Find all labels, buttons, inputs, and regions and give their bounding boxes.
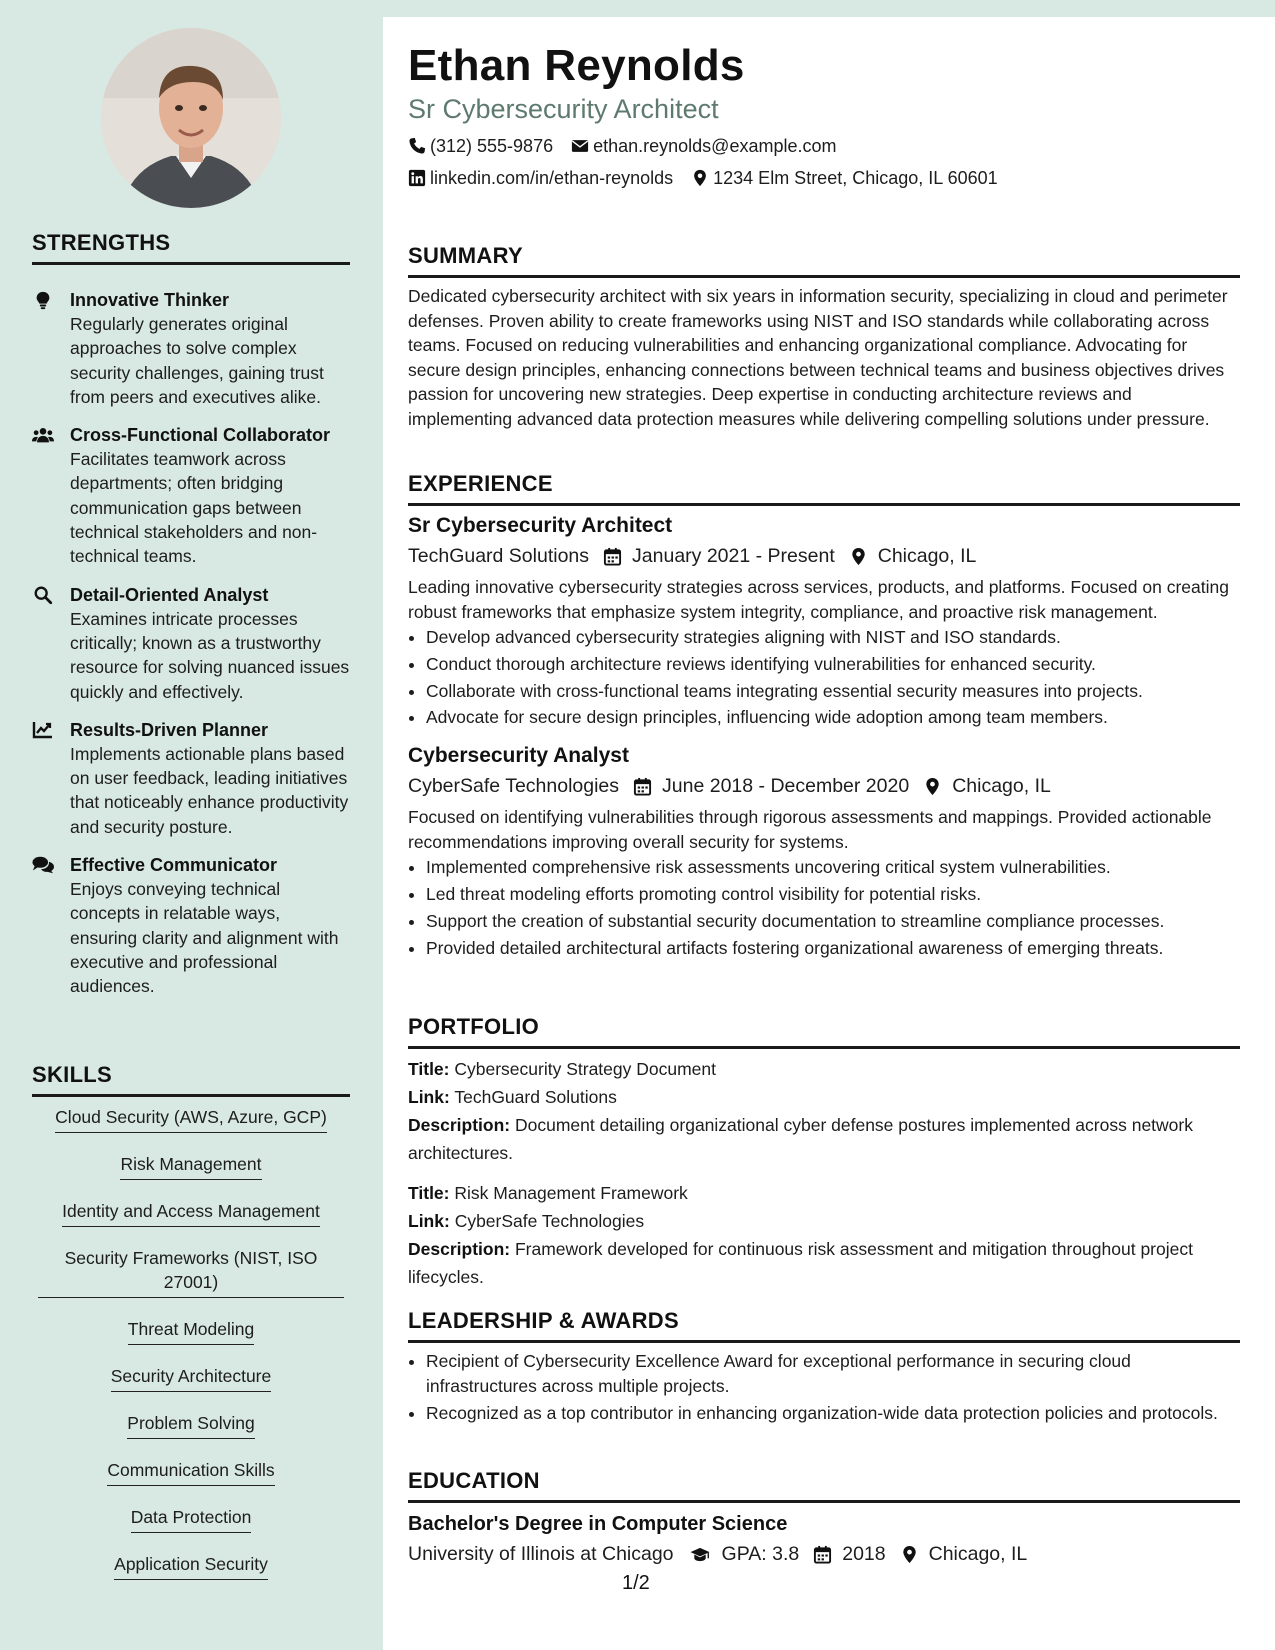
portfolio-description-label: Description: [408, 1239, 511, 1259]
job-meta [408, 541, 1240, 571]
job-dates-text: January 2021 - Present [632, 545, 835, 567]
gpa-text: GPA: 3.8 [721, 1543, 800, 1565]
education-location [900, 1539, 1028, 1569]
summary-text: Dedicated cybersecurity architect with six years in information security, specializing in cloud and perimeter defenses. Proven ability to create frameworks using NIST and ISO standards while collaborating across teams. Focused on reducing vulnerabilities and enhancing organizational compliance. Advocating for secure design principles, enhancing connections between technical teams and business objectives drives passion for uncovering new strategies. Deep expertise in conducting architecture reviews and implementing advanced data protection measures while delivering compelling solutions under pressure. [408, 286, 1228, 429]
education-location-text: Chicago, IL [928, 1543, 1028, 1565]
address-text: 1234 Elm Street, Chicago, IL 60601 [713, 168, 998, 188]
portfolio-title-line [408, 1179, 1240, 1207]
graduation-cap-icon [688, 1545, 712, 1564]
school: University of Illinois at Chicago [408, 1543, 674, 1565]
job-entry [408, 741, 1240, 961]
portfolio-description-line [408, 1235, 1240, 1291]
skill-item: Data Protection [131, 1505, 252, 1533]
profile-photo [101, 28, 281, 208]
education-meta [408, 1539, 1240, 1569]
skills-heading: SKILLS [32, 1062, 350, 1097]
job-bullet: • Develop advanced cybersecurity strategies aligning with NIST and ISO standards. [426, 624, 1240, 651]
strength-item [32, 288, 352, 409]
portfolio-item [408, 1055, 1240, 1167]
calendar-icon [633, 777, 652, 796]
contact-row [408, 162, 1240, 194]
portfolio-description-label: Description: [408, 1115, 511, 1135]
email-contact[interactable] [571, 130, 836, 162]
leadership-section [408, 1308, 1240, 1426]
portfolio-link[interactable]: TechGuard Solutions [454, 1087, 617, 1107]
phone-text: (312) 555-9876 [430, 136, 554, 156]
portfolio-link-label: Link: [408, 1087, 450, 1107]
skill-item: Cloud Security (AWS, Azure, GCP) [55, 1105, 327, 1133]
linkedin-text: linkedin.com/in/ethan-reynolds [430, 168, 674, 188]
candidate-role: Sr Cybersecurity Architect [408, 94, 719, 124]
candidate-name: Ethan Reynolds [408, 41, 745, 90]
map-pin-icon [691, 169, 709, 187]
strength-title: Effective Communicator [70, 855, 278, 876]
portfolio-link-label: Link: [408, 1211, 450, 1231]
strength-desc: Enjoys conveying technical concepts in relatable ways, ensuring clarity and alignment with executive and professional audiences. [70, 879, 339, 997]
portfolio-link-line [408, 1207, 1240, 1235]
portfolio-title-label: Title: [408, 1059, 450, 1079]
search-icon [32, 585, 54, 605]
portfolio-description-line [408, 1111, 1240, 1167]
strength-item [32, 853, 352, 998]
skill-item: Threat Modeling [128, 1317, 254, 1345]
sidebar [0, 0, 383, 1650]
gpa [688, 1539, 800, 1569]
portfolio-title-line [408, 1055, 1240, 1083]
job-description: Focused on identifying vulnerabilities through rigorous assessments and mappings. Provided actionable recommendations improving overall security for systems. [408, 807, 1212, 852]
strength-title: Cross-Functional Collaborator [70, 425, 331, 446]
skill-item: Problem Solving [127, 1411, 254, 1439]
calendar-icon [813, 1545, 832, 1564]
portfolio-item [408, 1179, 1240, 1291]
chart-line-icon [32, 720, 54, 740]
experience-section [408, 471, 1240, 961]
map-pin-icon [849, 547, 868, 566]
experience-heading: EXPERIENCE [408, 471, 1240, 506]
portfolio-description: Framework developed for continuous risk assessment and mitigation throughout project lifecycles. [408, 1239, 1193, 1287]
strength-desc: Facilitates teamwork across departments; often bridging communication gaps between technical stakeholders and non-technical teams. [70, 449, 318, 567]
header [408, 40, 1240, 194]
email-text: ethan.reynolds@example.com [593, 136, 837, 156]
education-section [408, 1468, 1240, 1573]
envelope-icon [571, 137, 589, 155]
skill-item: Risk Management [120, 1152, 261, 1180]
job-bullet: • Collaborate with cross-functional teams integrating essential security measures into projects. [426, 678, 1240, 705]
education-year [813, 1539, 885, 1569]
summary-heading: SUMMARY [408, 243, 1240, 278]
job-bullet: • Provided detailed architectural artifacts fostering organizational awareness of emerging threats. [426, 935, 1240, 962]
portfolio-link[interactable]: CyberSafe Technologies [454, 1211, 645, 1231]
portfolio-title-label: Title: [408, 1183, 450, 1203]
education-year-text: 2018 [842, 1543, 886, 1565]
strengths-heading: STRENGTHS [32, 230, 350, 265]
contact-row [408, 130, 1240, 162]
map-pin-icon [923, 777, 942, 796]
lightbulb-icon [32, 290, 54, 310]
strength-item [32, 583, 352, 704]
job-dates [633, 771, 909, 801]
strength-title: Detail-Oriented Analyst [70, 584, 269, 605]
linkedin-contact[interactable] [408, 162, 673, 194]
job-title: Sr Cybersecurity Architect [408, 514, 673, 537]
job-description: Leading innovative cybersecurity strategies across services, products, and platforms. Focused on creating robust frameworks that emphasize system integrity, compliance, and proactive risk management. [408, 577, 1229, 622]
job-meta [408, 771, 1240, 801]
job-location [923, 771, 1051, 801]
phone-icon [408, 137, 426, 155]
job-title: Cybersecurity Analyst [408, 744, 629, 768]
skills-list [32, 1105, 350, 1599]
job-bullets [408, 854, 1240, 961]
job-bullet: • Conduct thorough architecture reviews identifying vulnerabilities for enhanced security. [426, 651, 1240, 678]
job-company: CyberSafe Technologies [408, 775, 620, 798]
users-icon [32, 425, 54, 445]
job-location [849, 541, 977, 571]
job-location-text: Chicago, IL [877, 545, 977, 567]
address-contact [691, 162, 998, 194]
strength-title: Results-Driven Planner [70, 719, 269, 740]
job-bullets [408, 624, 1240, 731]
phone-contact [408, 130, 553, 162]
job-bullet: • Led threat modeling efforts promoting control visibility for potential risks. [426, 881, 1240, 908]
map-pin-icon [900, 1545, 919, 1564]
portfolio-section [408, 1014, 1240, 1303]
skill-item: Identity and Access Management [62, 1199, 320, 1227]
job-bullet: • Support the creation of substantial security documentation to streamline compliance processes. [426, 908, 1240, 935]
strengths-list [32, 288, 352, 1013]
job-dates [603, 541, 835, 571]
strength-desc: Examines intricate processes critically; known as a trustworthy resource for solving nuanced issues quickly and effectively. [70, 608, 350, 702]
strength-desc: Regularly generates original approaches to solve complex security challenges, gaining trust from peers and executives alike. [70, 314, 324, 407]
strength-item [32, 423, 352, 568]
leadership-heading: LEADERSHIP & AWARDS [408, 1308, 1240, 1343]
comments-icon [32, 855, 54, 875]
job-bullet: • Advocate for secure design principles, influencing wide adoption among team members. [426, 704, 1240, 731]
portfolio-title: Cybersecurity Strategy Document [454, 1059, 717, 1079]
summary-section [408, 243, 1240, 431]
job-dates-text: June 2018 - December 2020 [662, 775, 910, 798]
skill-item: Security Architecture [111, 1364, 271, 1392]
portfolio-link-line [408, 1083, 1240, 1111]
degree: Bachelor's Degree in Computer Science [408, 1513, 788, 1535]
leadership-item: • Recognized as a top contributor in enhancing organization-wide data protection policies and protocols. [426, 1401, 1240, 1426]
skill-item: Communication Skills [107, 1458, 274, 1486]
strength-desc: Implements actionable plans based on user feedback, leading initiatives that noticeably enhance productivity and security posture. [70, 743, 349, 837]
education-heading: EDUCATION [408, 1468, 1240, 1503]
leadership-list [408, 1349, 1240, 1426]
portfolio-title: Risk Management Framework [454, 1183, 688, 1203]
linkedin-icon [408, 169, 426, 187]
page-number: 1/2 [622, 1572, 650, 1594]
skill-item: Application Security [114, 1552, 268, 1580]
job-entry [408, 511, 1240, 731]
portfolio-description: Document detailing organizational cyber defense postures implemented across network architectures. [408, 1115, 1193, 1163]
leadership-item: • Recipient of Cybersecurity Excellence Award for exceptional performance in securing cloud infrastructures across multiple projects. [426, 1349, 1240, 1398]
job-bullet: • Implemented comprehensive risk assessments uncovering critical system vulnerabilities. [426, 854, 1240, 881]
strength-item [32, 718, 352, 839]
portfolio-heading: PORTFOLIO [408, 1014, 1240, 1049]
skill-item: Security Frameworks (NIST, ISO 27001) [38, 1246, 344, 1298]
job-company: TechGuard Solutions [408, 545, 590, 567]
calendar-icon [603, 547, 622, 566]
job-location-text: Chicago, IL [952, 775, 1051, 798]
strength-title: Innovative Thinker [70, 290, 230, 310]
